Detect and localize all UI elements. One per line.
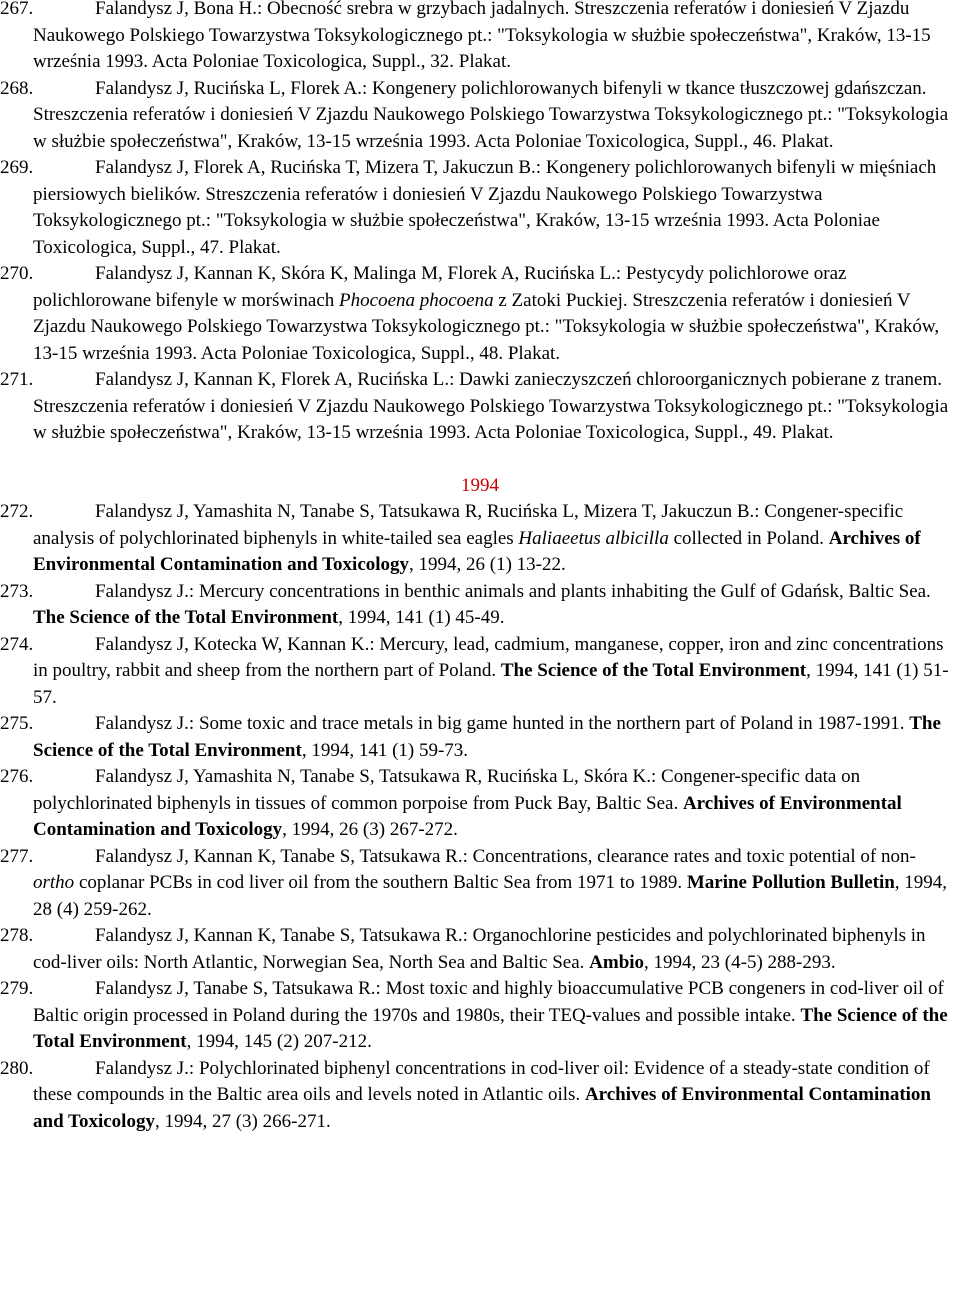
entry-number: 276. xyxy=(0,766,34,787)
entry-number: 273. xyxy=(0,580,34,602)
entry-authors: Falandysz J, Kannan K, Skóra K, Malinga M, Florek A, Rucińska L. xyxy=(95,263,616,284)
journal-title: Ambio xyxy=(589,951,645,973)
year-heading: 1994 xyxy=(461,474,499,496)
bibliography-entry-279 xyxy=(0,976,960,1056)
entry-authors: Falandysz J, Bona H. xyxy=(95,0,258,19)
entry-number: 279. xyxy=(0,978,34,999)
journal-title: The Science of the Total Environment xyxy=(33,607,339,628)
entry-number: 271. xyxy=(0,369,34,390)
journal-title: Archives of Environmental Contamination and Toxicology xyxy=(33,527,921,575)
citation-details: , 1994, 26 (1) 13-22. xyxy=(409,554,566,575)
entry-body: : Obecność srebra w grzybach jadalnych. Streszczenia referatów i doniesień V Zjazdu Naukowego Polskiego Towarzystwa Toksykologicznego pt.: "Toksykologia w służbie społeczeństwa", Kraków, 13-15 września 1993. Acta Poloniae Toxicologica, Suppl., 32. Plakat. xyxy=(33,0,931,72)
entry-body: Falandysz J.: Polychlorinated biphenyl concentrations in cod-liver oil: Evidence of a steady-state condition of these compounds in the Baltic area oils and levels noted in Atlantic oils. xyxy=(33,1057,930,1105)
entry-number: 275. xyxy=(0,713,34,734)
entry-body: Falandysz J, Yamashita N, Tanabe S, Tatsukawa R, Rucińska L, Skóra K.: Congener-specific data on polychlorinated biphenyls in tissues of common porpoise from Puck Bay, Baltic Sea. xyxy=(33,766,861,814)
bibliography-entry-280 xyxy=(0,1056,960,1136)
citation-details: , 1994, 145 (2) 207-212. xyxy=(186,1031,372,1052)
citation-details: , 1994, 27 (3) 266-271. xyxy=(154,1110,331,1132)
entry-number: 277. xyxy=(0,845,34,867)
citation-details: , 1994, 23 (4-5) 288-293. xyxy=(644,951,836,973)
entry-body: Falandysz J.: Some toxic and trace metals in big game hunted in the northern part of Poland in 1987-1991. xyxy=(95,713,910,734)
citation-details: , 1994, 141 (1) 45-49. xyxy=(338,607,505,628)
bibliography-entry-268 xyxy=(0,76,960,156)
journal-title: The Science of the Total Environment xyxy=(33,1004,948,1052)
entry-body-cont: collected in Poland. xyxy=(668,527,829,549)
bibliography-entry-269 xyxy=(0,155,960,261)
bibliography-entry-270 xyxy=(0,261,960,367)
entry-body: Falandysz J.: Mercury concentrations in benthic animals and plants inhabiting the Gulf of Gdańsk, Baltic Sea. xyxy=(95,580,931,602)
entry-authors: Falandysz J, Rucińska L, Florek A. xyxy=(95,77,363,99)
bibliography-entry-274 xyxy=(0,632,960,712)
bibliography-entry-273 xyxy=(0,579,960,632)
entry-body-cont: z Zatoki Puckiej. Streszczenia referatów i doniesień V Zjazdu Naukowego Polskiego Towarzystwa Toksykologicznego pt.: "Toksykologia w służbie społeczeństwa", Kraków, 13-15 września 1993. Acta Poloniae Toxicologica, Suppl., 48. Plakat. xyxy=(33,289,940,364)
journal-title: Archives of Environmental Contamination and Toxicology xyxy=(33,1084,932,1132)
entry-body: Falandysz J, Kannan K, Tanabe S, Tatsukawa R.: Concentrations, clearance rates and toxic potential of non- xyxy=(95,845,916,867)
entry-number: 280. xyxy=(0,1057,34,1079)
entry-authors: Falandysz J, Florek A, Rucińska T, Mizera T, Jakuczun B. xyxy=(95,157,536,178)
entry-body: : Pestycydy polichlorowe oraz polichlorowane bifenyle w morświnach xyxy=(33,263,847,311)
entry-number: 278. xyxy=(0,925,34,946)
entry-body: : Kongenery polichlorowanych bifenyli w tkance tłuszczowej gdańszczan. Streszczenia referatów i doniesień V Zjazdu Naukowego Polskiego Towarzystwa Toksykologicznego pt.: "Toksykologia w służbie społeczeństwa", Kraków, 13-15 września 1993. Acta Poloniae Toxicologica, Suppl., 46. Plakat. xyxy=(33,77,949,152)
entry-body: : Kongenery polichlorowanych bifenyli w mięśniach piersiowych bielików. Streszczenia referatów i doniesień V Zjazdu Naukowego Polskiego Towarzystwa Toksykologicznego pt.: "Toksykologia w służbie społeczeństwa", Kraków, 13-15 września 1993. Acta Poloniae Toxicologica, Suppl., 47. Plakat. xyxy=(33,157,937,258)
entry-number: 274. xyxy=(0,633,34,655)
bibliography-entry-277 xyxy=(0,844,960,924)
bibliography-entry-271 xyxy=(0,367,960,447)
entry-body: : Dawki zanieczyszczeń chloroorganicznych pobierane z tranem. Streszczenia referatów i doniesień V Zjazdu Naukowego Polskiego Towarzystwa Toksykologicznego pt.: "Toksykologia w służbie społeczeństwa", Kraków, 13-15 września 1993. Acta Poloniae Toxicologica, Suppl., 49. Plakat. xyxy=(33,369,949,443)
entry-body: Falandysz J, Tanabe S, Tatsukawa R.: Most toxic and highly bioaccumulative PCB congeners in cod-liver oil of Baltic origin processed in Poland during the 1970s and 1980s, their TEQ-values and possible intake. xyxy=(33,978,944,1026)
bibliography-entry-278 xyxy=(0,923,960,976)
entry-body: Falandysz J, Kannan K, Tanabe S, Tatsukawa R.: Organochlorine pesticides and polychlorinated biphenyls in cod-liver oils: North Atlantic, Norwegian Sea, North Sea and Baltic Sea. xyxy=(33,925,926,973)
journal-title: Archives of Environmental Contamination and Toxicology xyxy=(33,792,902,840)
citation-details: , 1994, 141 (1) 51-57. xyxy=(33,660,949,708)
bibliography-entry-272 xyxy=(0,499,960,579)
journal-title: The Science of the Total Environment xyxy=(33,713,941,761)
entry-number: 270. xyxy=(0,263,34,284)
species-name: Phocoena phocoena xyxy=(339,289,494,311)
entry-number: 268. xyxy=(0,77,34,99)
journal-title: Marine Pollution Bulletin xyxy=(686,872,895,893)
journal-title: The Science of the Total Environment xyxy=(500,660,807,681)
bibliography-entry-276 xyxy=(0,764,960,844)
entry-authors: Falandysz J, Kannan K, Florek A, Rucińska L. xyxy=(95,369,450,390)
bibliography-entry-275 xyxy=(0,711,960,764)
citation-details: , 1994, 141 (1) 59-73. xyxy=(301,739,469,761)
entry-body-cont: coplanar PCBs in cod liver oil from the southern Baltic Sea from 1971 to 1989. xyxy=(74,872,687,893)
citation-details: , 1994, 26 (3) 267-272. xyxy=(282,819,458,840)
italic-term: ortho xyxy=(33,872,75,893)
citation-details: , 1994, 28 (4) 259-262. xyxy=(33,872,948,920)
entry-number: 267. xyxy=(0,0,34,19)
entry-number: 269. xyxy=(0,157,34,178)
bibliography-entry-267 xyxy=(0,0,960,76)
entry-number: 272. xyxy=(0,501,34,522)
section-spacer xyxy=(0,447,960,473)
entry-body: Falandysz J, Yamashita N, Tanabe S, Tatsukawa R, Rucińska L, Mizera T, Jakuczun B.: Congener-specific analysis of polychlorinated biphenyls in white-tailed sea eagles xyxy=(33,501,904,549)
species-name: Haliaeetus albicilla xyxy=(518,527,669,549)
entry-body: Falandysz J, Kotecka W, Kannan K.: Mercury, lead, cadmium, manganese, copper, iron and zinc concentrations in poultry, rabbit and sheep from the northern part of Poland. xyxy=(33,633,944,681)
